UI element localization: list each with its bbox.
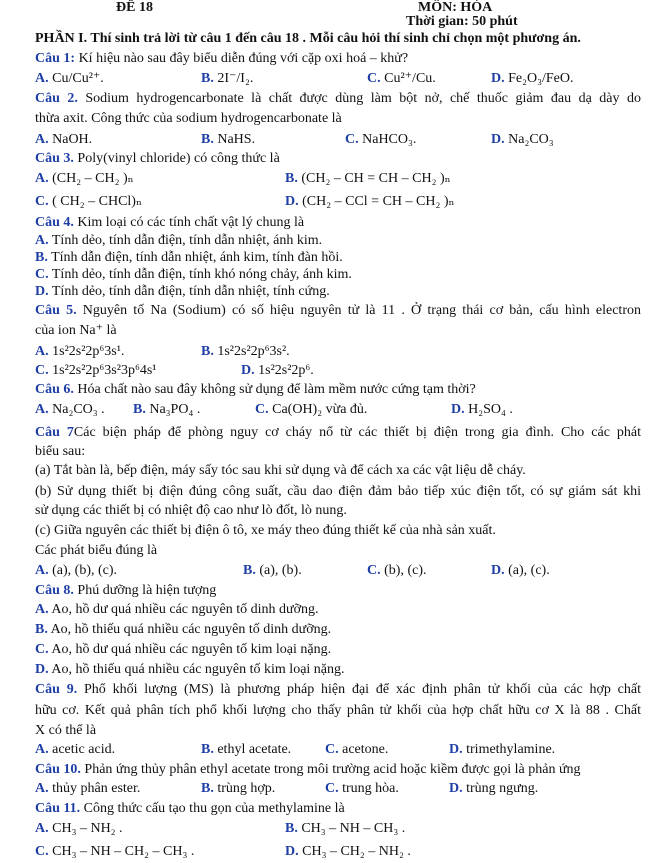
q4-option-b: B. Tính dẫn điện, tính dẫn nhiệt, ánh kim, tính đàn hồi. [35, 250, 343, 265]
q4-option-a: A. Tính dẻo, tính dẫn điện, tính dẫn nhiệt, ánh kim. [35, 233, 323, 248]
q9-option-d: D. trimethylamine. [449, 742, 556, 757]
q9-option-c: C. acetone. [325, 742, 389, 757]
option-letter: C. [367, 563, 381, 578]
q3-option-d: D. (CH₂ – CCl = CH – CH₂ )ₙ [285, 194, 455, 209]
option-letter: B. [285, 171, 298, 186]
q7-stem: Các phát biểu đúng là [35, 543, 158, 558]
option-letter: D. [35, 662, 49, 677]
question-3: Câu 3. Poly(vinyl chloride) có công thức là [35, 151, 280, 166]
option-letter: B. [35, 250, 48, 265]
option-letter: A. [35, 402, 49, 417]
option-letter: A. [35, 742, 49, 757]
q2-option-d: D. Na₂CO₃ [491, 132, 554, 147]
q6-option-c: C. Ca(OH)₂ vừa đủ. [255, 402, 368, 417]
option-letter: C. [35, 194, 49, 209]
option-letter: B. [201, 742, 214, 757]
option-letter: C. [325, 781, 339, 796]
option-letter: D. [451, 402, 465, 417]
q11-option-a: A. CH₃ – NH₂ . [35, 821, 123, 836]
option-letter: D. [491, 132, 505, 147]
q10-option-d: D. trùng ngưng. [449, 781, 539, 796]
option-letter: D. [491, 71, 505, 86]
option-letter: C. [35, 642, 49, 657]
q7-statement-c: (c) Giữa nguyên các thiết bị điện ô tô, xe máy theo đúng thiết kế của nhà sản xuất. [35, 523, 496, 538]
question-6: Câu 6. Hóa chất nào sau đây không sử dụng để làm mềm nước cứng tạm thời? [35, 382, 476, 397]
question-9: Câu 9. Phổ khối lượng (MS) là phương pháp hiện đại để xác định phân tử khối của các hợp chất [35, 682, 641, 697]
option-letter: D. [449, 781, 463, 796]
option-letter: C. [255, 402, 269, 417]
option-letter: B. [285, 821, 298, 836]
q2-option-a: A. NaOH. [35, 132, 93, 147]
option-letter: A. [35, 821, 49, 836]
time-limit: Thời gian: 50 phút [406, 14, 518, 29]
q10-option-c: C. trung hòa. [325, 781, 399, 796]
question-7-cont: biểu sau: [35, 444, 86, 459]
option-letter: B. [35, 622, 48, 637]
q9-option-a: A. acetic acid. [35, 742, 116, 757]
q10-option-a: A. thủy phân ester. [35, 781, 141, 796]
q7-option-c: C. (b), (c). [367, 563, 427, 578]
q7-option-b: B. (a), (b). [243, 563, 302, 578]
q3-option-b: B. (CH₂ – CH = CH – CH₂ )ₙ [285, 171, 451, 186]
option-letter: D. [449, 742, 463, 757]
option-letter: C. [35, 267, 49, 282]
option-letter: C. [35, 363, 49, 378]
q8-option-d: D. Ao, hồ thiếu quá nhiều các nguyên tố kim loại nặng. [35, 662, 345, 677]
q1-option-a: A. Cu/Cu²⁺. [35, 71, 104, 86]
option-letter: B. [133, 402, 146, 417]
option-letter: C. [35, 844, 49, 859]
q6-option-d: D. H₂SO₄ . [451, 402, 513, 417]
option-letter: A. [35, 563, 49, 578]
question-11: Câu 11. Công thức cấu tạo thu gọn của methylamine là [35, 801, 345, 816]
option-letter: B. [201, 132, 214, 147]
q11-option-d: D. CH₃ – CH₂ – NH₂ . [285, 844, 411, 859]
subject: MÔN: HÓA [418, 0, 493, 15]
q5-option-b: B. 1s²2s²2p⁶3s². [201, 344, 290, 359]
q11-option-b: B. CH₃ – NH – CH₃ . [285, 821, 406, 836]
q7-option-a: A. (a), (b), (c). [35, 563, 118, 578]
option-letter: D. [285, 844, 299, 859]
q8-option-a: A. Ao, hồ dư quá nhiều các nguyên tố dinh dưỡng. [35, 602, 319, 617]
option-letter: A. [35, 344, 49, 359]
q3-option-c: C. ( CH₂ – CHCl)ₙ [35, 194, 143, 209]
option-letter: B. [201, 344, 214, 359]
option-letter: A. [35, 602, 49, 617]
option-letter: B. [201, 71, 214, 86]
q8-option-b: B. Ao, hồ thiếu quá nhiều các nguyên tố dinh dưỡng. [35, 622, 332, 637]
option-letter: D. [35, 284, 49, 299]
option-letter: C. [345, 132, 359, 147]
question-9-cont2: X có thể là [35, 723, 97, 738]
q1-option-c: C. Cu²⁺/Cu. [367, 71, 436, 86]
q11-option-c: C. CH₃ – NH – CH₂ – CH₃ . [35, 844, 195, 859]
q7-option-d: D. (a), (c). [491, 563, 550, 578]
q7-statement-b-cont: sử dụng các thiết bị có nhiệt độ cao như lò đốt, lò nung. [35, 503, 347, 518]
option-letter: A. [35, 233, 49, 248]
option-letter: B. [201, 781, 214, 796]
q7-statement-b: (b) Sử dụng thiết bị điện đúng công suất, cầu dao điện đảm bảo tiếp xúc điện tốt, có sự giám sát khi [35, 484, 641, 499]
q5-option-d: D. 1s²2s²2p⁶. [241, 363, 314, 378]
option-letter: C. [367, 71, 381, 86]
q9-option-b: B. ethyl acetate. [201, 742, 292, 757]
option-letter: D. [241, 363, 255, 378]
exam-code: ĐỀ 18 [116, 0, 153, 15]
q2-option-c: C. NaHCO₃. [345, 132, 417, 147]
question-4: Câu 4. Kim loại có các tính chất vật lý chung là [35, 215, 305, 230]
question-1: Câu 1: Kí hiệu nào sau đây biểu diễn đúng với cặp oxi hoá – khử? [35, 51, 409, 66]
option-letter: A. [35, 71, 49, 86]
option-letter: D. [491, 563, 505, 578]
q4-option-d: D. Tính dẻo, tính dẫn điện, tính dẫn nhiệt, tính cứng. [35, 284, 330, 299]
option-letter: A. [35, 171, 49, 186]
option-letter: B. [243, 563, 256, 578]
q2-option-b: B. NaHS. [201, 132, 256, 147]
option-letter: C. [325, 742, 339, 757]
question-10: Câu 10. Phản ứng thủy phân ethyl acetate trong môi trường acid hoặc kiềm được gọi là phản ứng [35, 762, 581, 777]
q1-option-b: B. 2I⁻/I₂. [201, 71, 254, 86]
q3-option-a: A. (CH₂ – CH₂ )ₙ [35, 171, 134, 186]
q6-option-b: B. Na₃PO₄ . [133, 402, 201, 417]
question-8: Câu 8. Phú dưỡng là hiện tượng [35, 583, 217, 598]
question-9-cont: hữu cơ. Kết quả phân tích phổ khối lượng cho thấy phân tử khối của hợp chất hữu cơ X là 88 . Chất [35, 703, 641, 718]
q10-option-b: B. trùng hợp. [201, 781, 276, 796]
q6-option-a: A. Na₂CO₃ . [35, 402, 105, 417]
q5-option-a: A. 1s²2s²2p⁶3s¹. [35, 344, 125, 359]
question-5-cont: của ion Na⁺ là [35, 323, 117, 338]
question-2: Câu 2. Sodium hydrogencarbonate là chất được dùng làm bột nở, chế thuốc giảm đau dạ dày do [35, 91, 641, 106]
question-2-cont: thừa axit. Công thức của sodium hydrogencarbonate là [35, 111, 342, 126]
q8-option-c: C. Ao, hồ dư quá nhiều các nguyên tố kim loại nặng. [35, 642, 332, 657]
question-7: Câu 7Các biện pháp để phòng nguy cơ cháy nổ từ các thiết bị điện trong gia đình. Cho các phát [35, 425, 641, 440]
option-letter: A. [35, 781, 49, 796]
q1-option-d: D. Fe₂O₃/FeO. [491, 71, 574, 86]
option-letter: D. [285, 194, 299, 209]
q7-statement-a: (a) Tắt bàn là, bếp điện, máy sấy tóc sau khi sử dụng và để cách xa các vật liệu dễ cháy. [35, 463, 526, 478]
q4-option-c: C. Tính dẻo, tính dẫn điện, tính khó nóng chảy, ánh kim. [35, 267, 352, 282]
option-letter: A. [35, 132, 49, 147]
q5-option-c: C. 1s²2s²2p⁶3s²3p⁶4s¹ [35, 363, 157, 378]
question-5: Câu 5. Nguyên tố Na (Sodium) có số hiệu nguyên tử là 11 . Ở trạng thái cơ bản, cấu hình electron [35, 303, 641, 318]
part-heading: PHẦN I. Thí sinh trả lời từ câu 1 đến câu 18 . Mỗi câu hỏi thí sinh chỉ chọn một phương án. [35, 31, 581, 46]
